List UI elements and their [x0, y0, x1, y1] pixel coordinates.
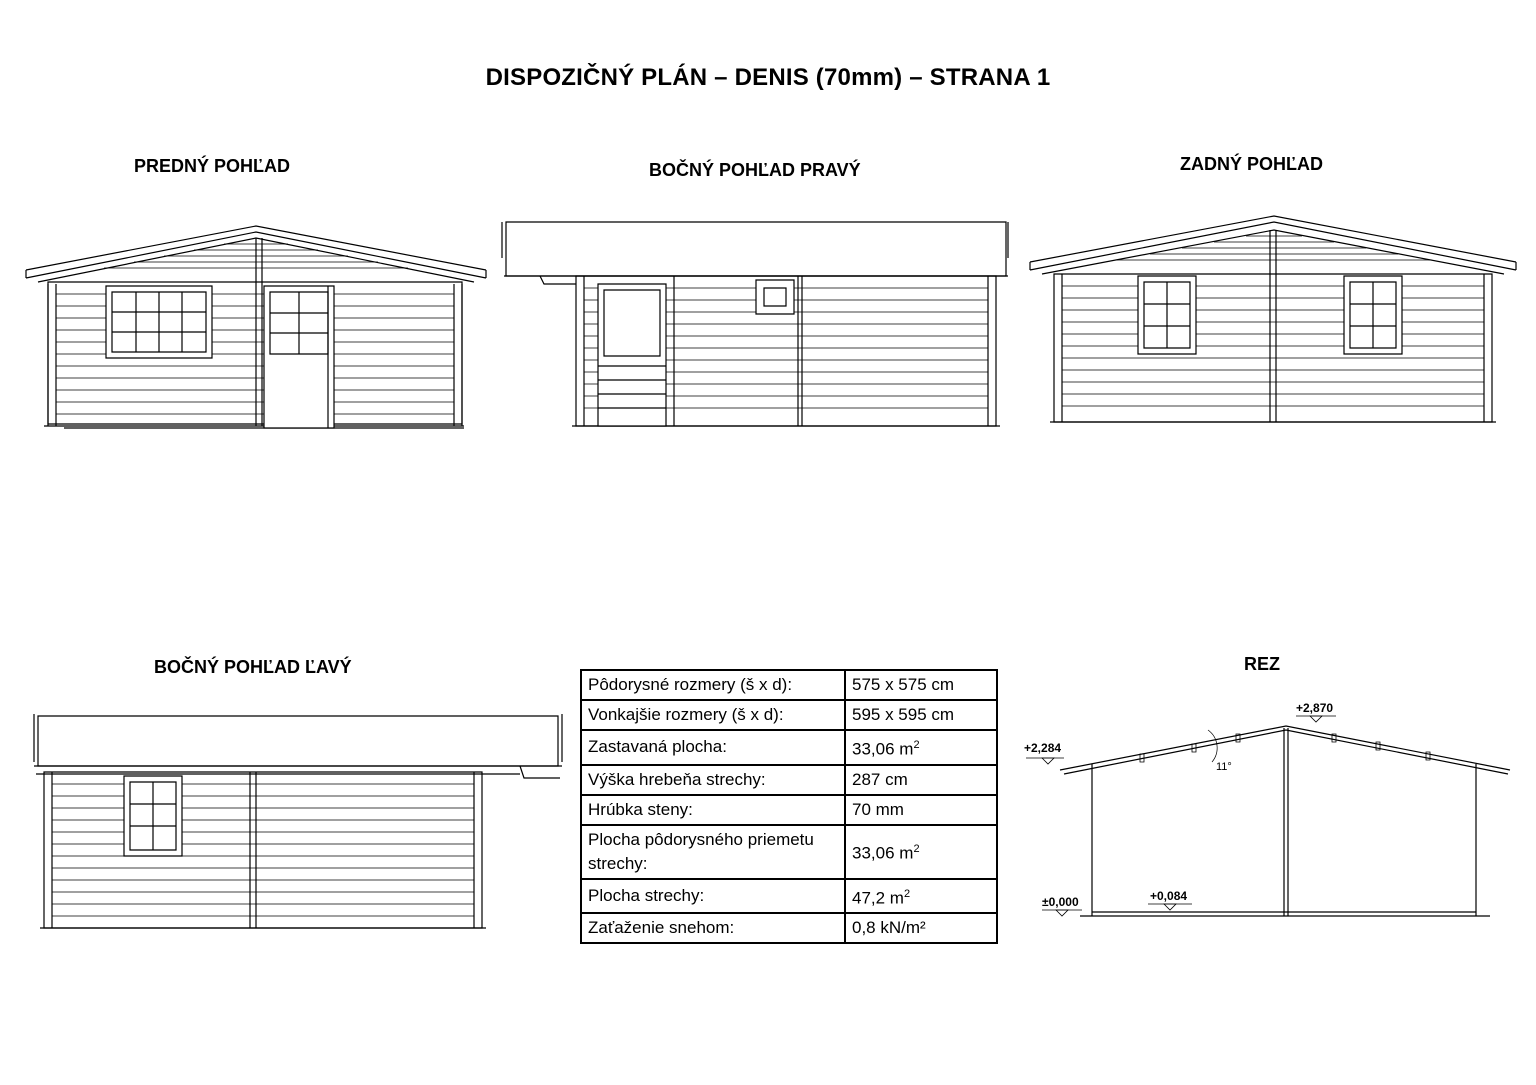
- back-view-label: ZADNÝ POHĽAD: [1180, 154, 1323, 174]
- spec-value-cell: [845, 879, 997, 914]
- floor-level-label: +0,084: [1150, 889, 1188, 903]
- side-left-view-drawing: [30, 712, 570, 934]
- spec-label: Zaťaženie snehom:: [581, 913, 845, 943]
- spec-value: 595 x 595 cm: [845, 700, 997, 730]
- spec-value-exponent: 2: [913, 843, 920, 856]
- spec-value: 70 mm: [845, 795, 997, 825]
- back-log-lines: [1062, 286, 1484, 406]
- back-window-left: [1138, 276, 1196, 354]
- spec-value: 33,06 m: [852, 739, 914, 759]
- side-right-view-drawing: [500, 218, 1012, 432]
- spec-label: Plocha strechy:: [581, 879, 845, 914]
- spec-value: 47,2 m: [852, 888, 904, 908]
- spec-label: Vonkajšie rozmery (š x d):: [581, 700, 845, 730]
- side-left-window: [124, 776, 182, 856]
- spec-value-cell: [845, 730, 997, 765]
- spec-label: Pôdorysné rozmery (š x d):: [581, 670, 845, 700]
- spec-value-exponent: 2: [913, 739, 920, 751]
- side-left-log-lines: [52, 784, 474, 916]
- front-door: [264, 286, 334, 428]
- roof-angle-label: 11°: [1216, 761, 1232, 773]
- back-window-right: [1344, 276, 1402, 354]
- front-view-label: PREDNÝ POHĽAD: [134, 156, 291, 176]
- back-gable-boards: [1116, 236, 1432, 260]
- spec-value: 33,06 m: [852, 843, 914, 863]
- spec-value-cell: [845, 825, 997, 879]
- side-right-small-window: [756, 280, 794, 314]
- spec-label: Hrúbka steny:: [581, 795, 845, 825]
- table-row: [581, 670, 997, 700]
- side-left-view-label: BOČNÝ POHĽAD ĽAVÝ: [154, 657, 352, 677]
- section-view-drawing: [1020, 700, 1520, 930]
- table-row: [581, 795, 997, 825]
- spec-label: Zastavaná plocha:: [581, 730, 845, 765]
- table-row: [581, 730, 997, 765]
- table-row: [581, 879, 997, 914]
- front-window: [106, 286, 212, 358]
- table-row: [581, 825, 997, 879]
- eave-level-label: +2,284: [1024, 741, 1062, 755]
- section-rafters: [1140, 734, 1430, 762]
- page-title: DISPOZIČNÝ PLÁN – DENIS (70mm) – STRANA 1: [485, 64, 1051, 91]
- spec-label: Plocha pôdorysného priemetu strechy:: [581, 825, 845, 879]
- ridge-level-label: +2,870: [1296, 701, 1334, 715]
- back-view-drawing: [1026, 212, 1520, 432]
- table-row: [581, 765, 997, 795]
- spec-value: 0,8 kN/m²: [845, 913, 997, 943]
- ground-level-label: ±0,000: [1042, 895, 1079, 909]
- spec-value: 575 x 575 cm: [845, 670, 997, 700]
- side-right-view-label: BOČNÝ POHĽAD PRAVÝ: [649, 160, 861, 180]
- specs-table: [580, 669, 998, 944]
- front-view-drawing: [24, 222, 490, 434]
- spec-value: 287 cm: [845, 765, 997, 795]
- section-view-label: REZ: [1244, 654, 1280, 674]
- side-right-door-opening: [598, 284, 666, 426]
- table-row: [581, 913, 997, 943]
- spec-value-exponent: 2: [903, 887, 911, 900]
- spec-label: Výška hrebeňa strechy:: [581, 765, 845, 795]
- table-row: [581, 700, 997, 730]
